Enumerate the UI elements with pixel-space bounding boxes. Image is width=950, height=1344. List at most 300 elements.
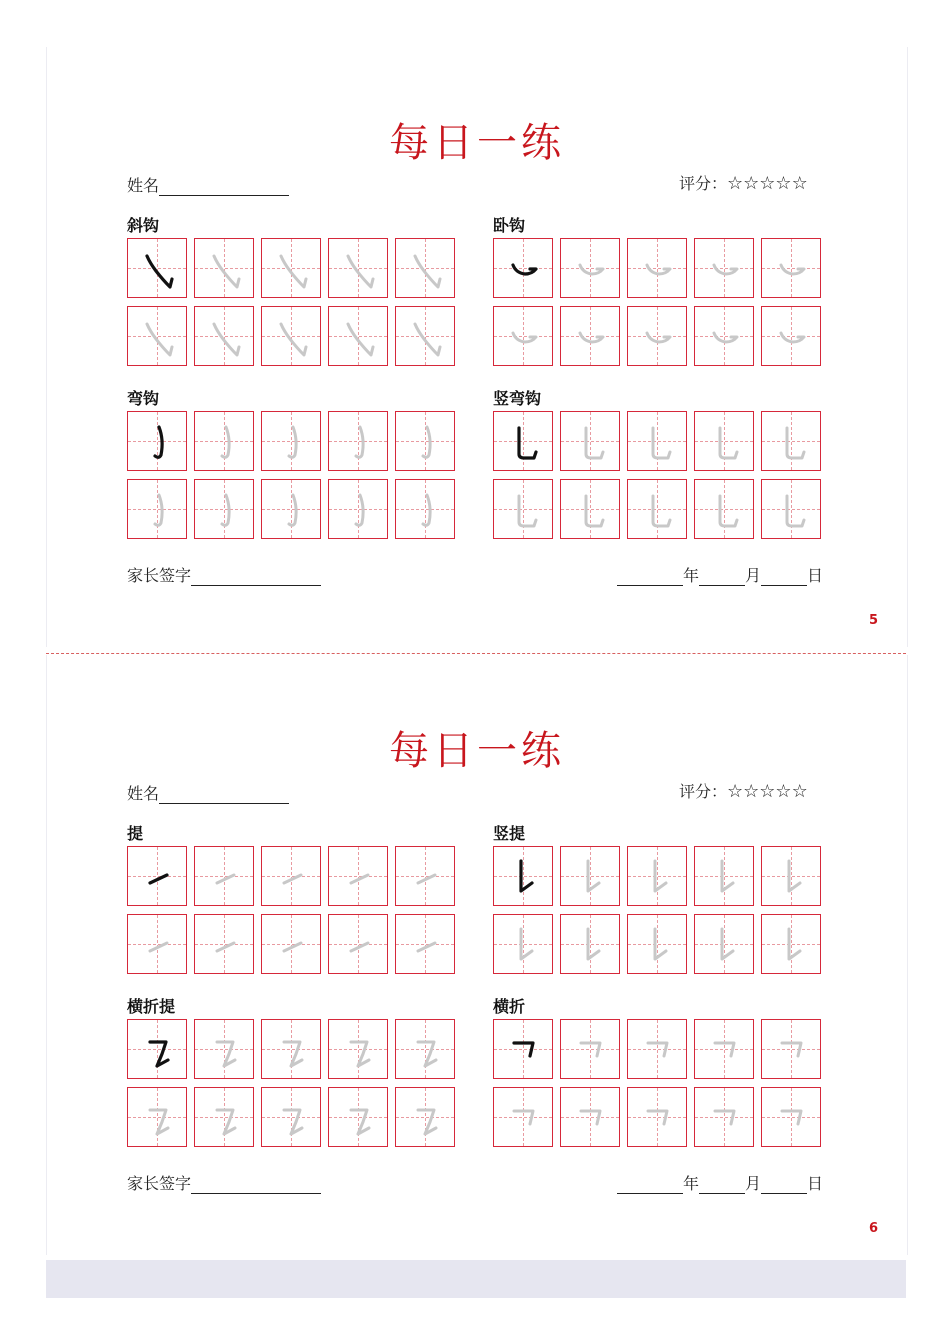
stroke-path	[720, 496, 737, 526]
stroke-path	[217, 1042, 235, 1066]
trace-cell	[395, 846, 455, 906]
stroke-glyph	[762, 480, 822, 540]
stroke-path	[415, 256, 440, 287]
trace-cell	[194, 306, 254, 366]
stroke-glyph	[695, 239, 755, 299]
stroke-path	[513, 265, 536, 274]
practice-grid-row	[493, 479, 821, 539]
trace-cell	[493, 479, 553, 539]
trace-cell	[761, 846, 821, 906]
trace-cell	[261, 914, 321, 974]
stroke-glyph	[262, 239, 322, 299]
trace-cell	[261, 479, 321, 539]
stroke-glyph	[561, 307, 621, 367]
stroke-path	[418, 1042, 436, 1066]
stroke-glyph	[561, 412, 621, 472]
practice-grid-row	[493, 1019, 821, 1079]
name-field[interactable]	[127, 781, 289, 804]
stroke-glyph	[494, 1088, 554, 1148]
month-input-line[interactable]	[699, 567, 745, 586]
stroke-glyph	[262, 307, 322, 367]
stroke-path	[720, 428, 737, 458]
stroke-glyph	[329, 847, 389, 907]
stroke-glyph	[195, 412, 255, 472]
model-cell	[493, 846, 553, 906]
stroke-path	[348, 256, 373, 287]
stroke-glyph	[628, 1020, 688, 1080]
stroke-path	[289, 427, 296, 457]
stroke-glyph	[628, 847, 688, 907]
day-input-line[interactable]	[761, 1175, 807, 1194]
stroke-glyph	[329, 1020, 389, 1080]
stroke-glyph	[262, 480, 322, 540]
stroke-path	[281, 324, 306, 355]
stroke-path	[519, 496, 536, 526]
stroke-path	[356, 427, 363, 457]
signature-input-line[interactable]	[191, 567, 321, 586]
month-input-line[interactable]	[699, 1175, 745, 1194]
stroke-glyph	[128, 480, 188, 540]
model-cell	[127, 238, 187, 298]
trace-cell	[194, 238, 254, 298]
stroke-path	[513, 333, 536, 342]
trace-cell	[493, 306, 553, 366]
stroke-path	[655, 929, 666, 959]
trace-cell	[194, 846, 254, 906]
page-number: 5	[869, 613, 879, 628]
trace-cell	[560, 1087, 620, 1147]
stroke-path	[647, 333, 670, 342]
stroke-glyph	[128, 847, 188, 907]
stroke-glyph	[494, 847, 554, 907]
stroke-glyph	[628, 915, 688, 975]
stroke-path	[714, 333, 737, 342]
trace-cell	[761, 306, 821, 366]
practice-grid-row	[127, 306, 455, 366]
practice-grid-row	[127, 479, 455, 539]
stroke-glyph	[128, 915, 188, 975]
model-cell	[493, 411, 553, 471]
stroke-path	[787, 496, 804, 526]
stroke-glyph	[128, 1020, 188, 1080]
trace-cell	[261, 846, 321, 906]
stroke-path	[284, 1110, 302, 1134]
score-field	[679, 171, 808, 194]
stroke-path	[418, 943, 435, 951]
stroke-glyph	[762, 1088, 822, 1148]
name-label: 姓名	[127, 176, 160, 195]
stroke-glyph	[628, 1088, 688, 1148]
stroke-path	[284, 875, 301, 883]
trace-cell	[694, 1019, 754, 1079]
stroke-path	[155, 495, 162, 525]
stroke-path	[222, 495, 229, 525]
stroke-path	[351, 1042, 369, 1066]
page-divider	[46, 653, 906, 654]
stroke-glyph	[561, 1020, 621, 1080]
trace-cell	[627, 306, 687, 366]
score-label: 评分：	[679, 174, 728, 193]
stroke-glyph	[262, 1020, 322, 1080]
trace-cell	[328, 306, 388, 366]
stroke-path	[356, 495, 363, 525]
stroke-path	[789, 861, 800, 891]
stroke-path	[714, 265, 737, 274]
practice-grid-row	[127, 914, 455, 974]
trace-cell	[395, 914, 455, 974]
bottom-bar	[46, 1260, 906, 1298]
trace-cell	[328, 846, 388, 906]
page-number: 6	[869, 1221, 879, 1236]
year-input-line[interactable]	[617, 567, 683, 586]
stroke-path	[281, 256, 306, 287]
trace-cell	[194, 914, 254, 974]
stroke-path	[415, 324, 440, 355]
date-field[interactable]	[617, 1171, 823, 1194]
trace-cell	[328, 1087, 388, 1147]
trace-cell	[694, 238, 754, 298]
stroke-glyph	[762, 915, 822, 975]
stroke-path	[586, 496, 603, 526]
practice-grid-row	[493, 846, 821, 906]
stroke-path	[150, 943, 167, 951]
month-label: 月	[745, 566, 762, 585]
day-label: 日	[807, 1174, 824, 1193]
stroke-path	[289, 495, 296, 525]
stroke-glyph	[396, 412, 456, 472]
stroke-glyph	[494, 239, 554, 299]
stroke-name-label: 斜钩	[127, 216, 160, 235]
stroke-glyph	[561, 480, 621, 540]
stroke-path	[147, 324, 172, 355]
trace-cell	[560, 914, 620, 974]
stroke-path	[150, 1110, 168, 1134]
stroke-glyph	[695, 307, 755, 367]
year-input-line[interactable]	[617, 1175, 683, 1194]
trace-cell	[560, 846, 620, 906]
trace-cell	[127, 479, 187, 539]
stroke-path	[787, 428, 804, 458]
stroke-path	[588, 929, 599, 959]
trace-cell	[261, 1019, 321, 1079]
stroke-path	[284, 1042, 302, 1066]
stroke-name-label: 横折提	[127, 997, 176, 1016]
trace-cell	[395, 1087, 455, 1147]
stroke-path	[351, 943, 368, 951]
trace-cell	[395, 411, 455, 471]
trace-cell	[127, 914, 187, 974]
stroke-glyph	[695, 915, 755, 975]
stroke-glyph	[628, 480, 688, 540]
stroke-path	[722, 861, 733, 891]
stroke-path	[580, 265, 603, 274]
stroke-path	[351, 875, 368, 883]
stroke-glyph	[494, 915, 554, 975]
stroke-glyph	[195, 847, 255, 907]
stroke-path	[284, 943, 301, 951]
trace-cell	[694, 1087, 754, 1147]
stroke-glyph	[494, 480, 554, 540]
stroke-glyph	[195, 1088, 255, 1148]
trace-cell	[761, 1087, 821, 1147]
year-label: 年	[683, 566, 700, 585]
trace-cell	[395, 238, 455, 298]
rating-stars[interactable]: ☆☆☆☆☆	[727, 173, 808, 194]
trace-cell	[627, 846, 687, 906]
stroke-glyph	[396, 915, 456, 975]
stroke-glyph	[695, 412, 755, 472]
trace-cell	[395, 479, 455, 539]
stroke-glyph	[195, 1020, 255, 1080]
trace-cell	[261, 1087, 321, 1147]
page-title: 每日一练	[389, 120, 565, 166]
practice-grid-row	[493, 411, 821, 471]
trace-cell	[761, 479, 821, 539]
trace-cell	[194, 411, 254, 471]
month-label: 月	[745, 1174, 762, 1193]
stroke-glyph	[195, 239, 255, 299]
trace-cell	[328, 914, 388, 974]
trace-cell	[560, 411, 620, 471]
stroke-glyph	[628, 412, 688, 472]
stroke-path	[351, 1110, 369, 1134]
practice-grid-row	[127, 1087, 455, 1147]
trace-cell	[194, 1087, 254, 1147]
trace-cell	[328, 479, 388, 539]
stroke-glyph	[262, 1088, 322, 1148]
trace-cell	[194, 479, 254, 539]
model-cell	[127, 1019, 187, 1079]
practice-grid-row	[493, 238, 821, 298]
parent-signature-label: 家长签字	[127, 566, 192, 585]
stroke-path	[647, 265, 670, 274]
name-input-line[interactable]	[159, 177, 289, 196]
stroke-path	[521, 929, 532, 959]
stroke-glyph	[262, 847, 322, 907]
stroke-path	[586, 428, 603, 458]
trace-cell	[328, 1019, 388, 1079]
stroke-glyph	[628, 307, 688, 367]
stroke-glyph	[494, 307, 554, 367]
stroke-glyph	[396, 239, 456, 299]
day-label: 日	[807, 566, 824, 585]
stroke-glyph	[628, 239, 688, 299]
trace-cell	[560, 238, 620, 298]
stroke-name-label: 弯钩	[127, 389, 160, 408]
stroke-name-label: 卧钩	[493, 216, 526, 235]
stroke-glyph	[195, 480, 255, 540]
stroke-glyph	[396, 1020, 456, 1080]
name-label: 姓名	[127, 784, 160, 803]
stroke-path	[147, 256, 172, 287]
stroke-glyph	[561, 1088, 621, 1148]
trace-cell	[761, 914, 821, 974]
stroke-path	[648, 1043, 667, 1056]
stroke-path	[789, 929, 800, 959]
trace-cell	[127, 1087, 187, 1147]
model-cell	[493, 238, 553, 298]
stroke-path	[418, 875, 435, 883]
stroke-glyph	[762, 847, 822, 907]
stroke-path	[521, 861, 532, 891]
stroke-glyph	[695, 1020, 755, 1080]
stroke-path	[782, 1043, 801, 1056]
stroke-glyph	[329, 915, 389, 975]
trace-cell	[627, 238, 687, 298]
trace-cell	[328, 238, 388, 298]
date-field[interactable]	[617, 563, 823, 586]
trace-cell	[761, 238, 821, 298]
stroke-glyph	[262, 915, 322, 975]
trace-cell	[261, 238, 321, 298]
stroke-path	[514, 1111, 533, 1124]
trace-cell	[328, 411, 388, 471]
trace-cell	[627, 479, 687, 539]
name-field[interactable]	[127, 173, 289, 196]
stroke-name-label: 横折	[493, 997, 526, 1016]
stroke-glyph	[396, 847, 456, 907]
trace-cell	[261, 306, 321, 366]
trace-cell	[560, 479, 620, 539]
stroke-path	[418, 1110, 436, 1134]
stroke-path	[655, 861, 666, 891]
stroke-path	[781, 333, 804, 342]
rating-stars[interactable]: ☆☆☆☆☆	[727, 781, 808, 802]
stroke-glyph	[695, 847, 755, 907]
trace-cell	[127, 306, 187, 366]
trace-cell	[627, 411, 687, 471]
trace-cell	[694, 846, 754, 906]
worksheet-page	[46, 655, 908, 1255]
stroke-path	[214, 256, 239, 287]
stroke-name-label: 竖提	[493, 824, 526, 843]
practice-grid-row	[127, 846, 455, 906]
stroke-glyph	[396, 307, 456, 367]
worksheet-page	[46, 47, 908, 647]
stroke-path	[217, 1110, 235, 1134]
trace-cell	[694, 479, 754, 539]
stroke-path	[514, 1043, 533, 1056]
stroke-path	[653, 496, 670, 526]
stroke-glyph	[561, 847, 621, 907]
stroke-path	[648, 1111, 667, 1124]
trace-cell	[560, 306, 620, 366]
trace-cell	[493, 1087, 553, 1147]
score-field	[679, 779, 808, 802]
stroke-path	[217, 875, 234, 883]
stroke-path	[348, 324, 373, 355]
stroke-glyph	[695, 1088, 755, 1148]
parent-signature-field[interactable]	[127, 563, 321, 586]
stroke-path	[588, 861, 599, 891]
stroke-glyph	[494, 412, 554, 472]
stroke-glyph	[494, 1020, 554, 1080]
trace-cell	[194, 1019, 254, 1079]
stroke-glyph	[329, 239, 389, 299]
trace-cell	[627, 914, 687, 974]
stroke-glyph	[128, 1088, 188, 1148]
name-input-line[interactable]	[159, 785, 289, 804]
stroke-path	[519, 428, 536, 458]
year-label: 年	[683, 1174, 700, 1193]
trace-cell	[261, 411, 321, 471]
practice-grid-row	[493, 1087, 821, 1147]
stroke-glyph	[128, 412, 188, 472]
stroke-glyph	[396, 480, 456, 540]
stroke-path	[222, 427, 229, 457]
stroke-glyph	[195, 307, 255, 367]
page-title: 每日一练	[389, 728, 565, 774]
stroke-path	[581, 1043, 600, 1056]
stroke-glyph	[329, 307, 389, 367]
parent-signature-field[interactable]	[127, 1171, 321, 1194]
stroke-path	[580, 333, 603, 342]
trace-cell	[694, 914, 754, 974]
trace-cell	[761, 1019, 821, 1079]
stroke-glyph	[561, 239, 621, 299]
stroke-glyph	[762, 239, 822, 299]
stroke-path	[581, 1111, 600, 1124]
score-label: 评分：	[679, 782, 728, 801]
stroke-glyph	[329, 480, 389, 540]
trace-cell	[395, 1019, 455, 1079]
stroke-path	[423, 427, 430, 457]
practice-grid-row	[127, 238, 455, 298]
model-cell	[127, 846, 187, 906]
model-cell	[127, 411, 187, 471]
trace-cell	[395, 306, 455, 366]
practice-grid-row	[493, 914, 821, 974]
stroke-glyph	[329, 412, 389, 472]
trace-cell	[627, 1019, 687, 1079]
stroke-glyph	[695, 480, 755, 540]
stroke-glyph	[195, 915, 255, 975]
stroke-path	[715, 1043, 734, 1056]
day-input-line[interactable]	[761, 567, 807, 586]
stroke-glyph	[396, 1088, 456, 1148]
practice-grid-row	[127, 1019, 455, 1079]
stroke-glyph	[762, 1020, 822, 1080]
stroke-glyph	[329, 1088, 389, 1148]
stroke-name-label: 竖弯钩	[493, 389, 542, 408]
stroke-path	[781, 265, 804, 274]
stroke-path	[423, 495, 430, 525]
trace-cell	[560, 1019, 620, 1079]
practice-grid-row	[127, 411, 455, 471]
stroke-path	[715, 1111, 734, 1124]
trace-cell	[493, 914, 553, 974]
practice-grid-row	[493, 306, 821, 366]
stroke-glyph	[128, 307, 188, 367]
stroke-glyph	[262, 412, 322, 472]
stroke-glyph	[128, 239, 188, 299]
stroke-path	[782, 1111, 801, 1124]
stroke-path	[722, 929, 733, 959]
stroke-name-label: 提	[127, 824, 144, 843]
stroke-path	[155, 427, 162, 457]
trace-cell	[694, 411, 754, 471]
stroke-glyph	[762, 412, 822, 472]
stroke-path	[214, 324, 239, 355]
trace-cell	[761, 411, 821, 471]
parent-signature-label: 家长签字	[127, 1174, 192, 1193]
signature-input-line[interactable]	[191, 1175, 321, 1194]
stroke-path	[150, 875, 167, 883]
trace-cell	[627, 1087, 687, 1147]
stroke-glyph	[762, 307, 822, 367]
model-cell	[493, 1019, 553, 1079]
stroke-path	[217, 943, 234, 951]
